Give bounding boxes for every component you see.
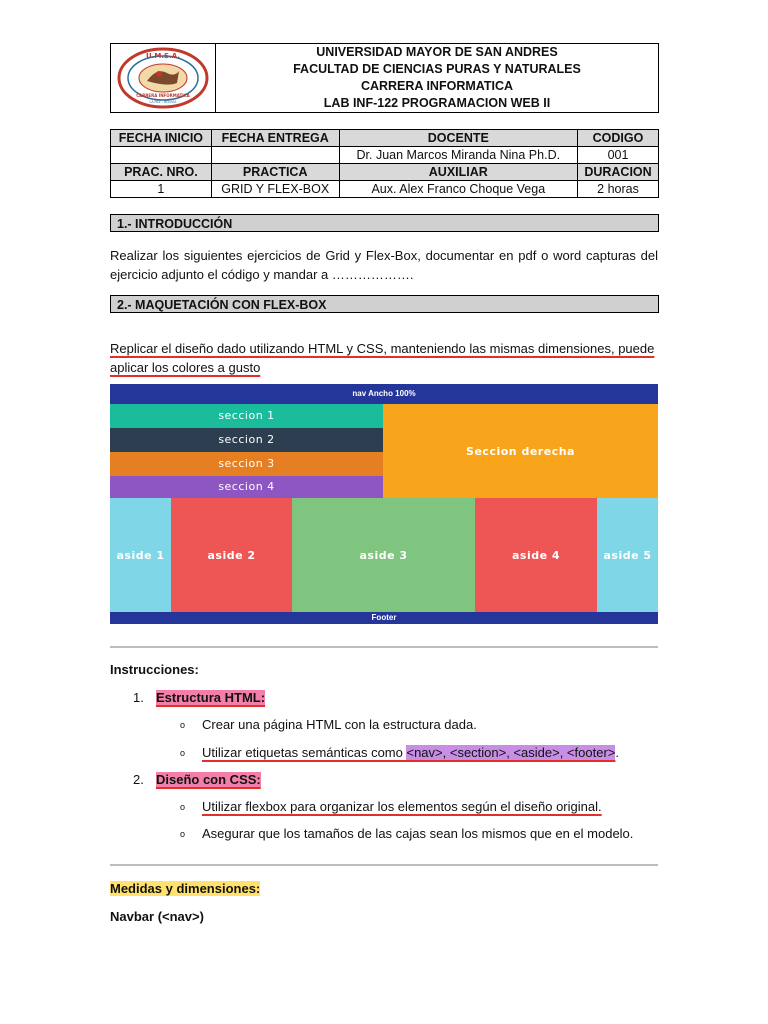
demo-section-4: seccion 4 bbox=[110, 476, 383, 498]
flexbox-text: Replicar el diseño dado utilizando HTML y CSS, manteniendo las mismas dimensiones, puede aplicar los colores a gusto bbox=[110, 341, 655, 375]
demo-aside-3: aside 3 bbox=[292, 498, 475, 612]
demo-aside-5: aside 5 bbox=[597, 498, 658, 612]
table-cell: GRID Y FLEX-BOX bbox=[211, 181, 339, 198]
bullet-text: Asegurar que los tamaños de las cajas sean los mismos que en el modelo. bbox=[202, 826, 634, 841]
measures-title bbox=[110, 881, 260, 896]
table-header: PRAC. NRO. bbox=[111, 164, 212, 181]
svg-text:CARRERA INFORMATICA: CARRERA INFORMATICA bbox=[136, 93, 190, 98]
bullet-item bbox=[180, 717, 477, 732]
practice-info-table bbox=[110, 129, 659, 198]
bullet-item bbox=[180, 799, 602, 814]
faculty-name: FACULTAD DE CIENCIAS PURAS Y NATURALES bbox=[293, 62, 581, 76]
table-header: FECHA ENTREGA bbox=[211, 130, 339, 147]
table-header: CODIGO bbox=[578, 130, 659, 147]
demo-nav: nav Ancho 100% bbox=[110, 384, 658, 404]
bullet-item bbox=[180, 826, 633, 841]
umsa-logo bbox=[117, 47, 209, 109]
table-cell: Dr. Juan Marcos Miranda Nina Ph.D. bbox=[339, 147, 577, 164]
demo-section-1: seccion 1 bbox=[110, 404, 383, 428]
flexbox-section-title: 2.- MAQUETACIÓN CON FLEX-BOX bbox=[110, 295, 659, 313]
course-name: LAB INF-122 PROGRAMACION WEB II bbox=[323, 96, 551, 110]
instruction-item-2 bbox=[133, 772, 261, 787]
bullet-text: Utilizar flexbox para organizar los elementos según el diseño original. bbox=[202, 799, 602, 814]
table-cell: 2 horas bbox=[578, 181, 659, 198]
demo-aside-4: aside 4 bbox=[475, 498, 597, 612]
table-cell bbox=[111, 147, 212, 164]
bullet-text: Crear una página HTML con la estructura dada. bbox=[202, 717, 477, 732]
demo-section-2: seccion 2 bbox=[110, 428, 383, 452]
table-row bbox=[111, 164, 659, 181]
demo-aside-2: aside 2 bbox=[171, 498, 292, 612]
table-cell: Aux. Alex Franco Choque Vega bbox=[339, 181, 577, 198]
umsa-logo-cell bbox=[111, 44, 216, 112]
bullet-icon: o bbox=[180, 829, 186, 839]
university-name: UNIVERSIDAD MAYOR DE SAN ANDRES bbox=[316, 45, 558, 59]
demo-footer: Footer bbox=[110, 612, 658, 624]
bullet-text: Utilizar etiquetas semánticas como bbox=[202, 745, 407, 760]
instruction-item-1 bbox=[133, 690, 265, 705]
table-header: DOCENTE bbox=[339, 130, 577, 147]
table-header: PRACTICA bbox=[211, 164, 339, 181]
item-number: 2. bbox=[133, 772, 144, 787]
table-row bbox=[111, 181, 659, 198]
svg-text:LA PAZ - BOLIVIA: LA PAZ - BOLIVIA bbox=[149, 100, 177, 104]
table-header: DURACION bbox=[578, 164, 659, 181]
intro-section-title: 1.- INTRODUCCIÓN bbox=[110, 214, 659, 232]
semantic-tags-highlight: <nav>, <section>, <aside>, <footer> bbox=[406, 745, 616, 760]
demo-section-3: seccion 3 bbox=[110, 452, 383, 476]
navbar-subtitle: Navbar (<nav>) bbox=[110, 909, 204, 924]
divider bbox=[110, 864, 658, 866]
item-number: 1. bbox=[133, 690, 144, 705]
table-row bbox=[111, 147, 659, 164]
divider bbox=[110, 646, 658, 648]
demo-aside-1: aside 1 bbox=[110, 498, 171, 612]
career-name: CARRERA INFORMATICA bbox=[360, 79, 514, 93]
flexbox-instructions bbox=[110, 339, 658, 377]
intro-text: Realizar los siguientes ejercicios de Grid y Flex-Box, documentar en pdf o word capturas del ejercicio adjunto el código y mandar a ………………. bbox=[110, 248, 658, 282]
table-header: AUXILIAR bbox=[339, 164, 577, 181]
bullet-text-end: . bbox=[615, 745, 619, 760]
table-row bbox=[111, 130, 659, 147]
bullet-item bbox=[180, 745, 619, 760]
table-cell: 001 bbox=[578, 147, 659, 164]
document-header bbox=[110, 43, 659, 113]
bullet-icon: o bbox=[180, 720, 186, 730]
demo-right-section: Seccion derecha bbox=[383, 404, 658, 498]
bullet-icon: o bbox=[180, 748, 186, 758]
layout-model-figure bbox=[110, 384, 658, 624]
item-label: Estructura HTML: bbox=[156, 690, 266, 705]
table-cell: 1 bbox=[111, 181, 212, 198]
header-text bbox=[216, 44, 658, 112]
bullet-icon: o bbox=[180, 802, 186, 812]
table-cell bbox=[211, 147, 339, 164]
table-header: FECHA INICIO bbox=[111, 130, 212, 147]
instructions-title: Instrucciones: bbox=[110, 662, 199, 677]
measures-label: Medidas y dimensiones: bbox=[110, 881, 261, 896]
svg-text:U.M.S.A.: U.M.S.A. bbox=[146, 52, 180, 60]
item-label: Diseño con CSS: bbox=[156, 772, 261, 787]
